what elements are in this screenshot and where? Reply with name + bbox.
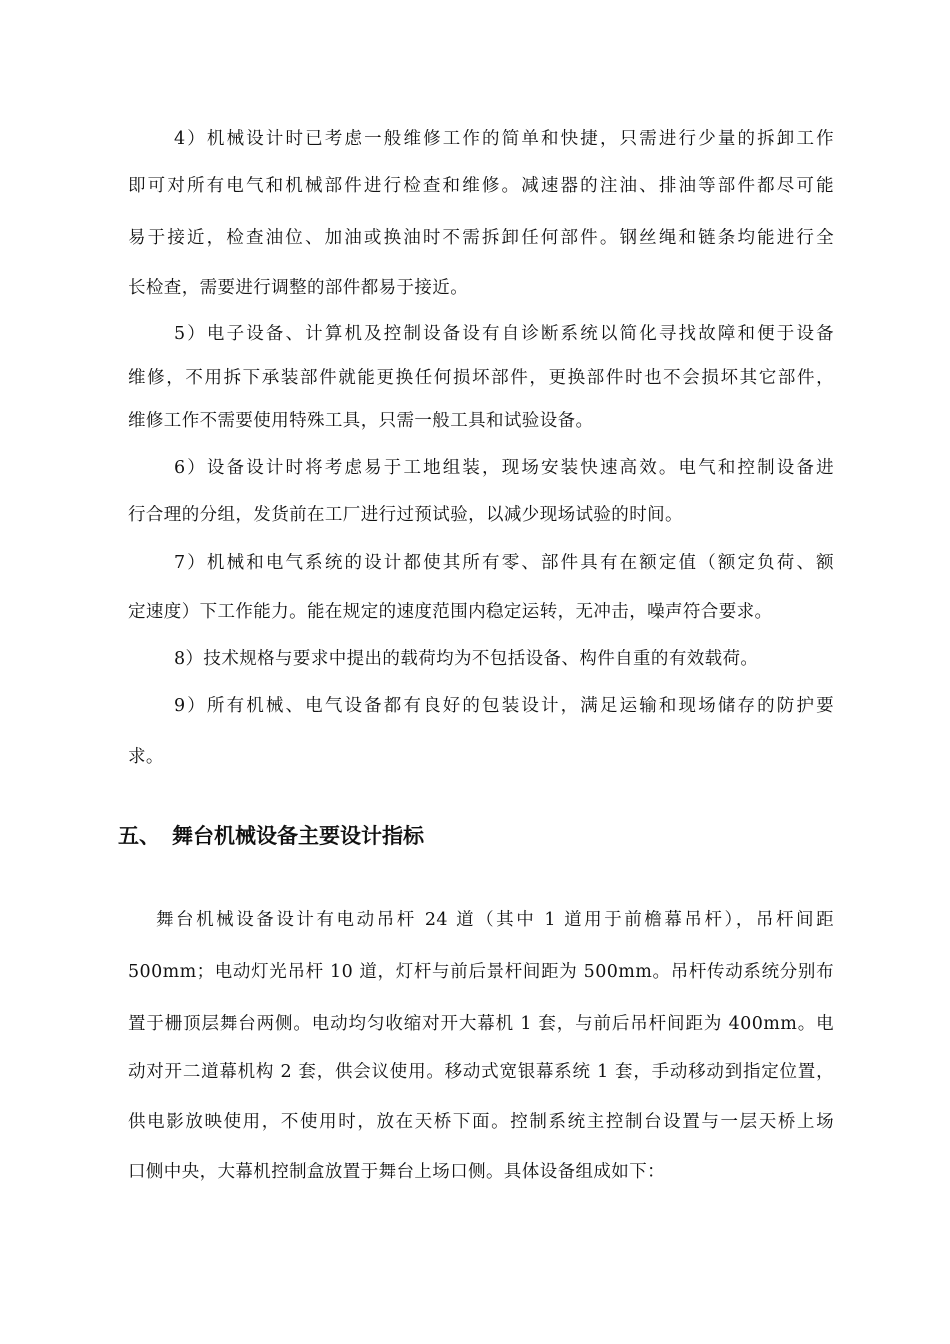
item-4-line-1: 4）机械设计时已考虑一般维修工作的简单和快捷，只需进行少量的拆卸工作 [174, 129, 834, 149]
item-8-line-1: 8）技术规格与要求中提出的载荷均为不包括设备、构件自重的有效载荷。 [174, 649, 759, 669]
item-4-line-3: 易于接近，检查油位、加油或换油时不需拆卸任何部件。钢丝绳和链条均能进行全 [128, 228, 834, 248]
section-title: 舞台机械设备主要设计指标 [172, 824, 424, 848]
item-9-line-2: 求。 [128, 747, 164, 767]
item-9-line-1: 9）所有机械、电气设备都有良好的包装设计，满足运输和现场储存的防护要 [174, 696, 834, 716]
item-6-line-1: 6）设备设计时将考虑易于工地组装，现场安装快速高效。电气和控制设备进 [174, 458, 834, 478]
item-4-line-4: 长检查，需要进行调整的部件都易于接近。 [128, 278, 469, 298]
item-5-line-3: 维修工作不需要使用特殊工具，只需一般工具和试验设备。 [128, 411, 594, 431]
item-4-line-2: 即可对所有电气和机械部件进行检查和维修。减速器的注油、排油等部件都尽可能 [128, 176, 834, 196]
item-7-line-2: 定速度）下工作能力。能在规定的速度范围内稳定运转，无冲击，噪声符合要求。 [128, 602, 773, 622]
item-6-line-2: 行合理的分组，发货前在工厂进行过预试验，以减少现场试验的时间。 [128, 505, 683, 525]
body-line-4: 动对开二道幕机构 2 套，供会议使用。移动式宽银幕系统 1 套，手动移动到指定位置， [128, 1062, 834, 1082]
body-line-1: 舞台机械设备设计有电动吊杆 24 道（其中 1 道用于前檐幕吊杆），吊杆间距 [156, 910, 834, 930]
section-number: 五、 [118, 824, 160, 848]
item-5-line-1: 5）电子设备、计算机及控制设备设有自诊断系统以简化寻找故障和便于设备 [174, 324, 834, 344]
body-line-3: 置于栅顶层舞台两侧。电动均匀收缩对开大幕机 1 套，与前后吊杆间距为 400mm。电 [128, 1014, 834, 1034]
body-line-6: 口侧中央，大幕机控制盒放置于舞台上场口侧。具体设备组成如下： [128, 1162, 665, 1182]
body-line-2: 500mm；电动灯光吊杆 10 道，灯杆与前后景杆间距为 500mm。吊杆传动系统分别布 [128, 962, 834, 982]
body-line-5: 供电影放映使用，不使用时，放在天桥下面。控制系统主控制台设置与一层天桥上场 [128, 1112, 834, 1132]
item-7-line-1: 7）机械和电气系统的设计都使其所有零、部件具有在额定值（额定负荷、额 [174, 553, 834, 573]
item-5-line-2: 维修，不用拆下承装部件就能更换任何损坏部件，更换部件时也不会损坏其它部件， [128, 368, 834, 388]
section-heading [118, 822, 424, 850]
